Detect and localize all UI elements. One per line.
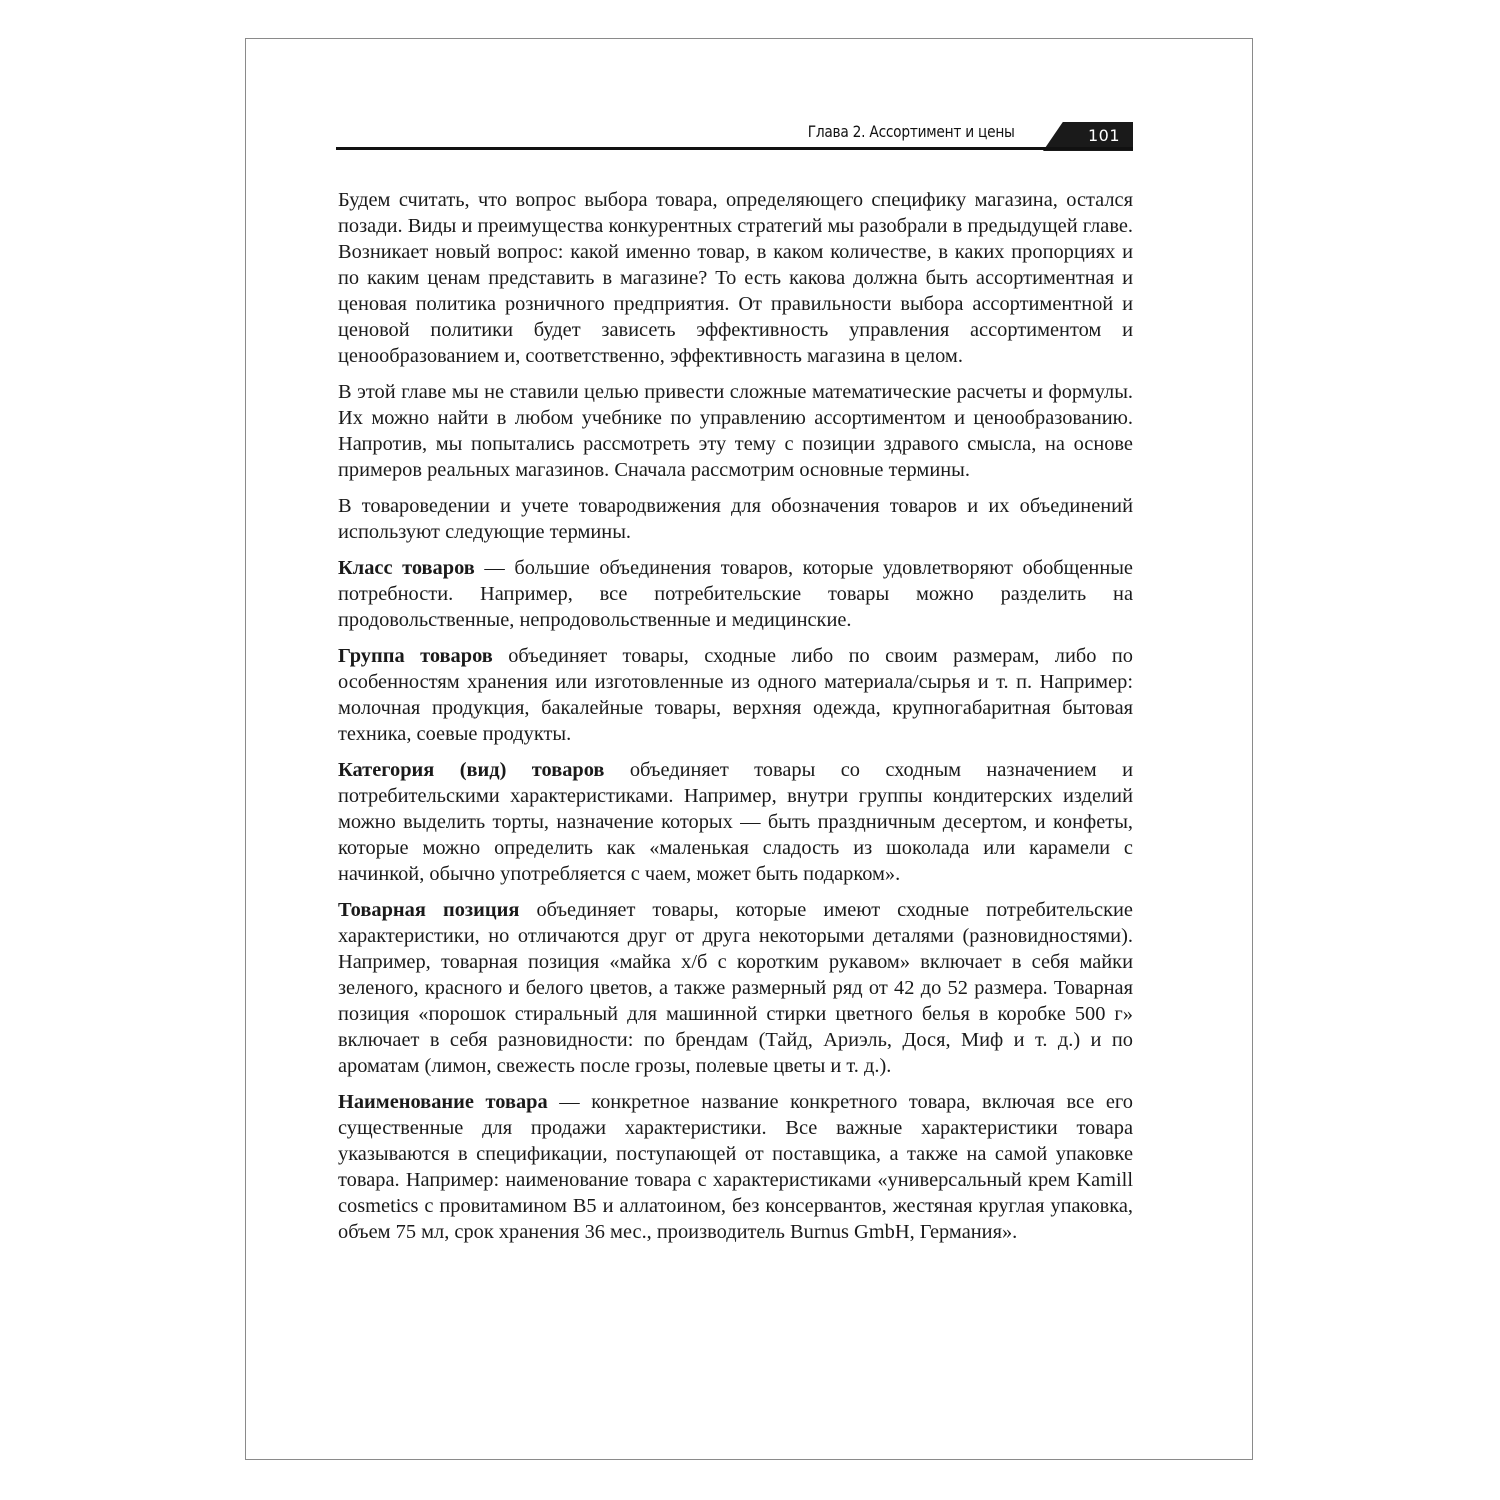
paragraph-product-item	[338, 897, 1133, 1079]
body-text	[338, 187, 1133, 1255]
paragraph-intro	[338, 187, 1133, 369]
paragraph-chapter-aim	[338, 379, 1133, 483]
page-number: 101	[1087, 126, 1120, 145]
term-heading: Наименование товара	[338, 1091, 548, 1113]
term-definition: — конкретное название конкретного товара, включая все его существенные для продажи характеристики. Все важные характеристики товара указываются в спецификации, поступающей от поставщика, а также на самой упаковке товара. Например: наименование товара с характеристиками «универсальный крем Kamill cosmetics с провитамином В5 и аллатоином, без консервантов, жестяная круглая упаковка, объем 75 мл, срок хранения 36 мес., производитель Burnus GmbH, Германия».	[338, 1091, 1133, 1243]
paragraph-text: Будем считать, что вопрос выбора товара, определяющего специфику магазина, остался позади. Виды и преимущества конкурентных стратегий мы разобрали в предыдущей главе. Возникает новый вопрос: какой именно товар, в каком количестве, в каких пропорциях и по каким ценам представить в магазине? То есть какова должна быть ассортиментная и ценовая политика розничного предприятия. От правильности выбора ассортиментной и ценовой политики будет зависеть эффективность управления ассортиментом и ценообразованием и, соответственно, эффективность магазина в целом.	[338, 189, 1133, 367]
paragraph-product-name	[338, 1089, 1133, 1245]
term-heading: Категория (вид) товаров	[338, 759, 605, 781]
paragraph-class-of-goods	[338, 555, 1133, 633]
running-header	[336, 118, 1133, 154]
term-heading: Группа товаров	[338, 645, 493, 667]
paragraph-terms-intro	[338, 493, 1133, 545]
paragraph-text: В этой главе мы не ставили целью привести сложные математические расчеты и формулы. Их можно найти в любом учебнике по управлению ассортиментом и ценообразованию. Напротив, мы попытались рассмотреть эту тему с позиции здравого смысла, на основе примеров реальных магазинов. Сначала рассмотрим основные термины.	[338, 381, 1133, 481]
term-definition: объединяет товары, которые имеют сходные потребительские характеристики, но отличаются друг от друга некоторыми деталями (разновидностями). Например, товарная позиция «майка х/б с коротким рукавом» включает в себя майки зеленого, красного и белого цветов, а также размерный ряд от 42 до 52 размера. Товарная позиция «порошок стиральный для машинной стирки цветного белья в коробке 500 г» включает в себя разновидности: по брендам (Тайд, Ариэль, Дося, Миф и т. д.) и по ароматам (лимон, свежесть после грозы, полевые цветы и т. д.).	[338, 899, 1133, 1077]
term-heading: Класс товаров	[338, 557, 475, 579]
chapter-title: Глава 2. Ассортимент и цены	[808, 122, 1015, 141]
header-rule	[336, 147, 1133, 150]
term-heading: Товарная позиция	[338, 899, 520, 921]
paragraph-category-of-goods	[338, 757, 1133, 887]
paragraph-group-of-goods	[338, 643, 1133, 747]
term-definition: — большие объединения товаров, которые удовлетворяют обобщенные потребности. Например, все потребительские товары можно разделить на продовольственные, непродовольственные и медицинские.	[338, 557, 1133, 631]
term-definition: объединяет товары со сходным назначением и потребительскими характеристиками. Например, внутри группы кондитерских изделий можно выделить торты, назначение которых — быть праздничным десертом, и конфеты, которые можно определить как «маленькая сладость из шоколада или карамели с начинкой, обычно употребляется с чаем, может быть подарком».	[338, 759, 1133, 885]
term-definition: объединяет товары, сходные либо по своим размерам, либо по особенностям хранения или изготовленные из одного материала/сырья и т. п. Например: молочная продукция, бакалейные товары, верхняя одежда, крупногабаритная бытовая техника, соевые продукты.	[338, 645, 1133, 745]
paragraph-text: В товароведении и учете товародвижения для обозначения товаров и их объединений используют следующие термины.	[338, 495, 1133, 543]
